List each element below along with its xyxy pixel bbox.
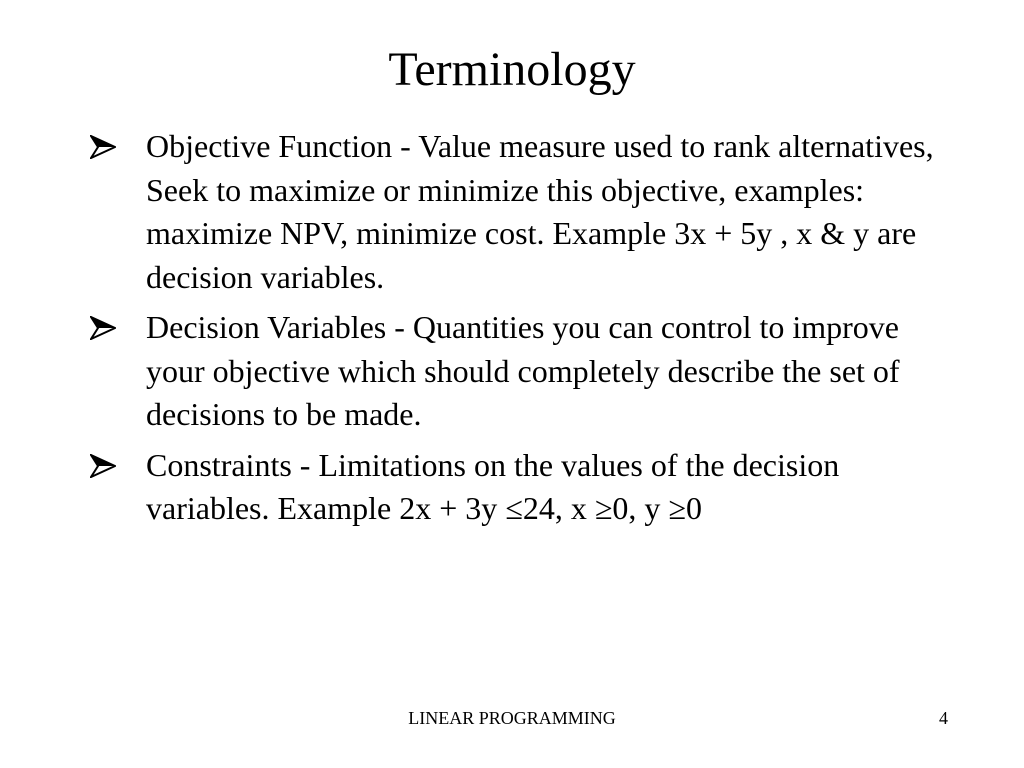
arrow-bullet-icon xyxy=(88,306,122,349)
bullet-item-decision-variables xyxy=(88,306,938,437)
slide-title: Terminology xyxy=(388,43,636,96)
page-number: 4 xyxy=(939,708,948,728)
footer-title: LINEAR PROGRAMMING xyxy=(408,708,616,728)
bullet-text: Objective Function - Value measure used to rank alternatives, Seek to maximize or minimize this objective, examples: maximize NPV, minimize cost. Example 3x + 5y , x & y are decision variables. xyxy=(146,128,934,295)
arrow-bullet-icon xyxy=(88,125,122,168)
bullet-text: Constraints - Limitations on the values of the decision variables. Example 2x + 3y ≤24, x ≥0, y ≥0 xyxy=(146,446,840,526)
bullet-list xyxy=(88,125,938,538)
bullet-text: Decision Variables - Quantities you can control to improve your objective which should completely describe the set of decisions to be made. xyxy=(146,309,900,432)
bullet-item-constraints xyxy=(88,444,938,531)
bullet-item-objective-function xyxy=(88,125,938,299)
arrow-bullet-icon xyxy=(88,444,122,487)
